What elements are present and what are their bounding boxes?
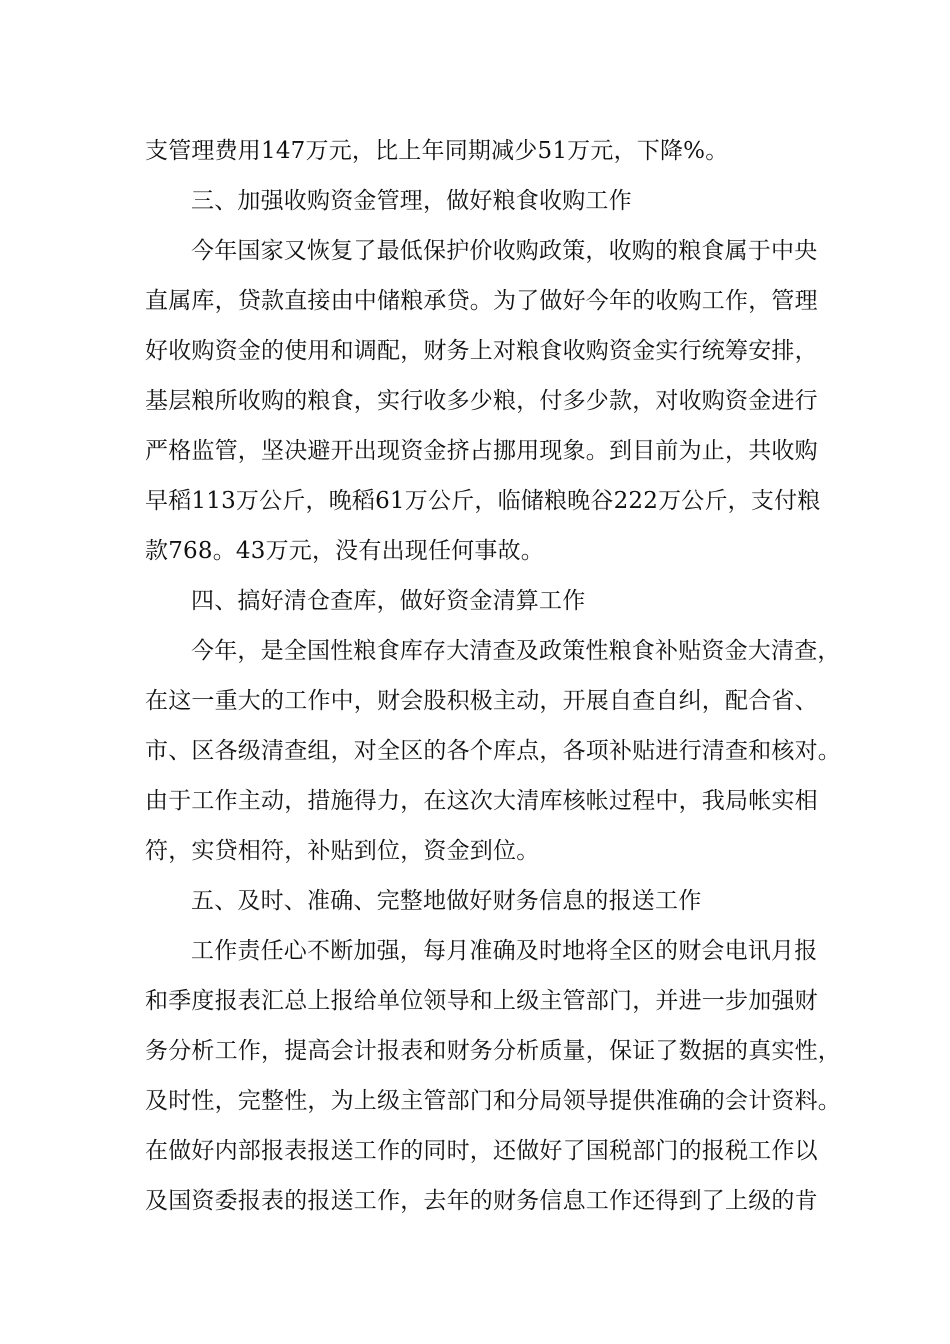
paragraph-line: 务分析工作，提高会计报表和财务分析质量，保证了数据的真实性， [145,1038,841,1064]
paragraph-line: 今年国家又恢复了最低保护价收购政策，收购的粮食属于中央 [191,238,818,264]
section-heading: 三、加强收购资金管理，做好粮食收购工作 [191,188,632,214]
paragraph-line: 在做好内部报表报送工作的同时，还做好了国税部门的报税工作以 [145,1138,818,1164]
paragraph-line: 和季度报表汇总上报给单位领导和上级主管部门，并进一步加强财 [145,988,818,1014]
paragraph-line: 今年，是全国性粮食库存大清查及政策性粮食补贴资金大清查， [191,638,841,664]
paragraph-line: 好收购资金的使用和调配，财务上对粮食收购资金实行统筹安排， [145,338,818,364]
section-heading: 四、搞好清仓查库，做好资金清算工作 [191,588,586,614]
section-heading: 五、及时、准确、完整地做好财务信息的报送工作 [191,888,702,914]
paragraph-line: 严格监管，坚决避开出现资金挤占挪用现象。到目前为止，共收购 [145,438,818,464]
paragraph-line: 由于工作主动，措施得力，在这次大清库核帐过程中，我局帐实相 [145,788,818,814]
paragraph-line: 直属库，贷款直接由中储粮承贷。为了做好今年的收购工作，管理 [145,288,818,314]
paragraph-line: 基层粮所收购的粮食，实行收多少粮，付多少款，对收购资金进行 [145,388,818,414]
paragraph-line: 款768。43万元，没有出现任何事故。 [145,538,544,564]
paragraph-line: 支管理费用147万元，比上年同期减少51万元，下降%。 [145,138,729,164]
paragraph-line: 在这一重大的工作中，财会股积极主动，开展自查自纠，配合省、 [145,688,818,714]
paragraph-line: 工作责任心不断加强，每月准确及时地将全区的财会电讯月报 [191,938,818,964]
paragraph-line: 及国资委报表的报送工作，去年的财务信息工作还得到了上级的肯 [145,1188,818,1214]
paragraph-line: 符，实贷相符，补贴到位，资金到位。 [145,838,540,864]
paragraph-line: 市、区各级清查组，对全区的各个库点，各项补贴进行清查和核对。 [145,738,841,764]
paragraph-line: 及时性，完整性，为上级主管部门和分局领导提供准确的会计资料。 [145,1088,841,1114]
paragraph-line: 早稻113万公斤，晚稻61万公斤，临储粮晚谷222万公斤，支付粮 [145,488,821,514]
